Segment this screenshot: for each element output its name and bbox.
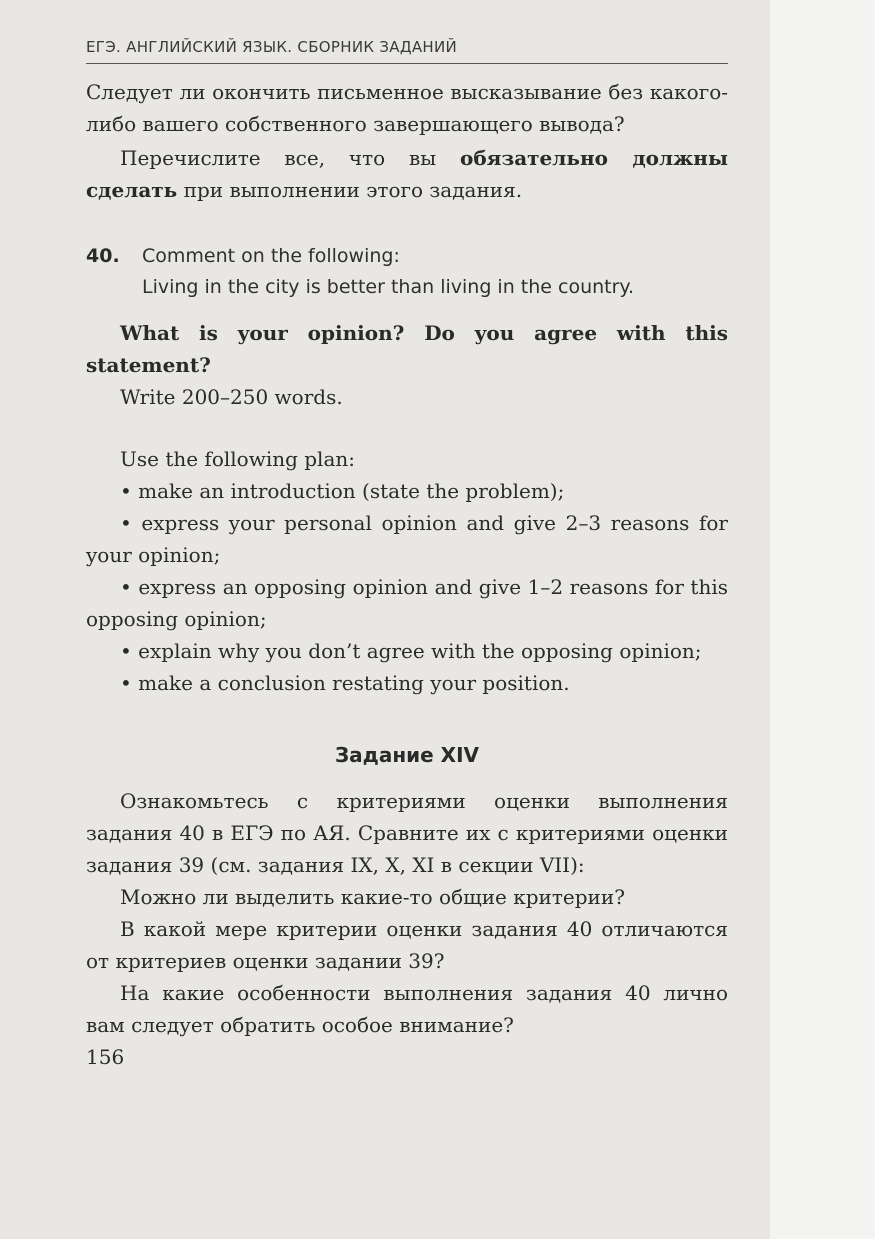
task-statement: Living in the city is better than living in the country.: [142, 276, 634, 298]
plan-item: • express your personal opinion and give 2–3 reasons for your opinion;: [86, 511, 728, 567]
task-instruction: Comment on the following:: [142, 245, 400, 267]
section-paragraph-3: В какой мере критерии оценки задания 40 отличаются от критериев оценки задании 39?: [86, 917, 728, 973]
running-header: ЕГЭ. АНГЛИЙСКИЙ ЯЗЫК. СБОРНИК ЗАДАНИЙ: [86, 38, 728, 64]
task-word-limit: Write 200–250 words.: [120, 385, 343, 409]
section-title: Задание XIV: [334, 743, 480, 767]
page-number: 156: [86, 1045, 125, 1069]
task-question: What is your opinion? Do you agree with this statement?: [86, 321, 728, 377]
intro-question-2-end: при выполнении этого задания.: [177, 178, 523, 202]
intro-question-2-bold: обязательно должны сделать: [86, 146, 728, 202]
plan-intro: Use the following plan:: [120, 447, 355, 471]
intro-question-2-start: Перечислите все, что вы: [120, 146, 460, 170]
page-content: [86, 38, 728, 1073]
task-40-statement-row: [86, 272, 728, 303]
section-paragraph-4: На какие особенности выполнения задания 40 лично вам следует обратить особое внимание?: [86, 981, 728, 1037]
task-number: 40.: [86, 245, 120, 267]
plan-item: • explain why you don’t agree with the opposing opinion;: [120, 639, 702, 663]
plan-item: • express an opposing opinion and give 1–2 reasons for this opposing opinion;: [86, 575, 728, 631]
plan-item: • make an introduction (state the problem);: [120, 479, 565, 503]
intro-question-1: Следует ли окончить письменное высказывание без какого-либо вашего собственного завершающего вывода?: [86, 80, 728, 136]
section-paragraph-2: Можно ли выделить какие-то общие критерии?: [120, 885, 625, 909]
task-40-instruction-row: [86, 241, 728, 272]
task-number-spacer: [86, 272, 142, 303]
plan-item: • make a conclusion restating your position.: [120, 671, 570, 695]
intro-question-2: [86, 142, 728, 206]
adjacent-page-margin: [770, 0, 875, 1239]
section-paragraph-1: Ознакомьтесь с критериями оценки выполнения задания 40 в ЕГЭ по АЯ. Сравните их с критериями оценки задания 39 (см. задания IX, X, XI в секции VII):: [86, 789, 728, 877]
